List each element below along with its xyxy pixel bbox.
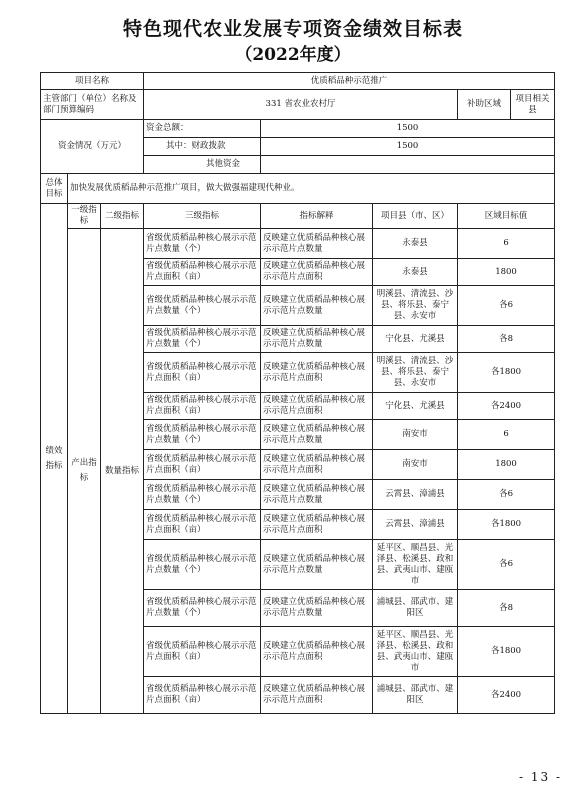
indicator-name: 省级优质稻品种核心展示示范片点面积（亩） [144,393,261,420]
indicator-explain: 反映建立优质稻品种核心展示示范片点面积 [261,627,373,677]
column-county: 项目县（市、区） [373,204,458,229]
column-level1: 一级指标 [68,204,101,229]
indicator-name: 省级优质稻品种核心展示示范片点数量（个） [144,590,261,627]
indicator-target: 1800 [458,450,555,480]
indicator-name: 省级优质稻品种核心展示示范片点数量（个） [144,420,261,450]
indicator-explain: 反映建立优质稻品种核心展示示范片点数量 [261,540,373,590]
column-level2: 二级指标 [101,204,144,229]
quantity-indicator-label: 数量指标 [101,229,144,714]
indicator-county: 南安市 [373,450,458,480]
funds-fiscal-label: 其中：财政拨款 [144,138,261,156]
indicator-target: 各6 [458,480,555,510]
indicator-target: 各6 [458,540,555,590]
document-subtitle: （2022年度） [235,45,351,65]
indicator-name: 省级优质稻品种核心展示示范片点数量（个） [144,229,261,259]
funds-label: 资金情况（万元） [41,120,144,174]
indicator-county: 宁化县、尤溪县 [373,393,458,420]
indicator-explain: 反映建立优质稻品种核心展示示范片点数量 [261,286,373,326]
performance-indicator-label: 绩效指标 [41,204,68,714]
department-row [41,90,555,120]
indicator-name: 省级优质稻品种核心展示示范片点数量（个） [144,286,261,326]
funds-total-row [41,120,555,138]
indicator-explain: 反映建立优质稻品种核心展示示范片点数量 [261,420,373,450]
column-header-row [41,204,555,229]
indicator-county: 延平区、顺昌县、光泽县、松溪县、政和县、武夷山市、建瓯市 [373,627,458,677]
indicator-county: 永泰县 [373,259,458,286]
indicator-target: 6 [458,229,555,259]
indicator-county: 永泰县 [373,229,458,259]
column-level3: 三级指标 [144,204,261,229]
subsidy-region-label: 补助区域 [458,90,511,120]
funds-total-value: 1500 [261,120,555,138]
indicator-name: 省级优质稻品种核心展示示范片点面积（亩） [144,677,261,714]
indicator-name: 省级优质稻品种核心展示示范片点面积（亩） [144,259,261,286]
overall-goal-row [41,174,555,204]
indicator-explain: 反映建立优质稻品种核心展示示范片点面积 [261,393,373,420]
indicator-explain: 反映建立优质稻品种核心展示示范片点面积 [261,259,373,286]
indicator-target: 各2400 [458,677,555,714]
indicator-explain: 反映建立优质稻品种核心展示示范片点面积 [261,677,373,714]
page-number: - 13 - [518,770,562,784]
indicator-target: 各1800 [458,627,555,677]
indicator-name: 省级优质稻品种核心展示示范片点数量（个） [144,480,261,510]
column-target: 区域目标值 [458,204,555,229]
subsidy-region-value: 项目相关县 [511,90,555,120]
indicator-county: 云霄县、漳浦县 [373,480,458,510]
indicator-name: 省级优质稻品种核心展示示范片点面积（亩） [144,450,261,480]
document-title: 特色现代农业发展专项资金绩效目标表 [122,18,463,40]
output-indicator-label: 产出指标 [68,229,101,714]
table-body [41,73,555,714]
indicator-target: 各8 [458,590,555,627]
indicator-county: 宁化县、尤溪县 [373,326,458,353]
indicator-explain: 反映建立优质稻品种核心展示示范片点面积 [261,510,373,540]
department-value: 331 省农业农村厅 [144,90,458,120]
indicator-target: 各8 [458,326,555,353]
column-explain: 指标解释 [261,204,373,229]
project-name-value: 优质稻品种示范推广 [144,73,555,90]
indicator-explain: 反映建立优质稻品种核心展示示范片点数量 [261,326,373,353]
indicator-county: 明溪县、清流县、沙县、将乐县、泰宁县、永安市 [373,353,458,393]
funds-other-value [261,156,555,174]
indicator-target: 各1800 [458,510,555,540]
overall-goal-text: 加快发展优质稻品种示范推广项目，做大做强福建现代种业。 [68,174,555,204]
performance-target-table [40,72,555,714]
indicator-name: 省级优质稻品种核心展示示范片点数量（个） [144,326,261,353]
project-name-row [41,73,555,90]
indicator-county: 云霄县、漳浦县 [373,510,458,540]
indicator-explain: 反映建立优质稻品种核心展示示范片点面积 [261,450,373,480]
indicator-target: 各1800 [458,353,555,393]
indicator-target: 各6 [458,286,555,326]
indicator-county: 延平区、顺昌县、光泽县、松溪县、政和县、武夷山市、建瓯市 [373,540,458,590]
indicator-target: 6 [458,420,555,450]
indicator-county: 浦城县、邵武市、建阳区 [373,590,458,627]
indicator-name: 省级优质稻品种核心展示示范片点面积（亩） [144,353,261,393]
indicator-name: 省级优质稻品种核心展示示范片点面积（亩） [144,627,261,677]
indicator-explain: 反映建立优质稻品种核心展示示范片点数量 [261,480,373,510]
funds-total-label: 资金总额： [144,120,261,138]
funds-other-label: 其他资金 [144,156,261,174]
funds-fiscal-value: 1500 [261,138,555,156]
indicator-explain: 反映建立优质稻品种核心展示示范片点数量 [261,229,373,259]
table-row [41,229,555,259]
indicator-name: 省级优质稻品种核心展示示范片点数量（个） [144,540,261,590]
indicator-county: 明溪县、清流县、沙县、将乐县、泰宁县、永安市 [373,286,458,326]
indicator-explain: 反映建立优质稻品种核心展示示范片点面积 [261,353,373,393]
department-label: 主管部门（单位）名称及部门预算编码 [41,90,144,120]
project-name-label: 项目名称 [41,73,144,90]
indicator-county: 浦城县、邵武市、建阳区 [373,677,458,714]
indicator-name: 省级优质稻品种核心展示示范片点面积（亩） [144,510,261,540]
overall-goal-label: 总体目标 [41,174,68,204]
indicator-county: 南安市 [373,420,458,450]
indicator-explain: 反映建立优质稻品种核心展示示范片点数量 [261,590,373,627]
indicator-target: 1800 [458,259,555,286]
indicator-target: 各2400 [458,393,555,420]
